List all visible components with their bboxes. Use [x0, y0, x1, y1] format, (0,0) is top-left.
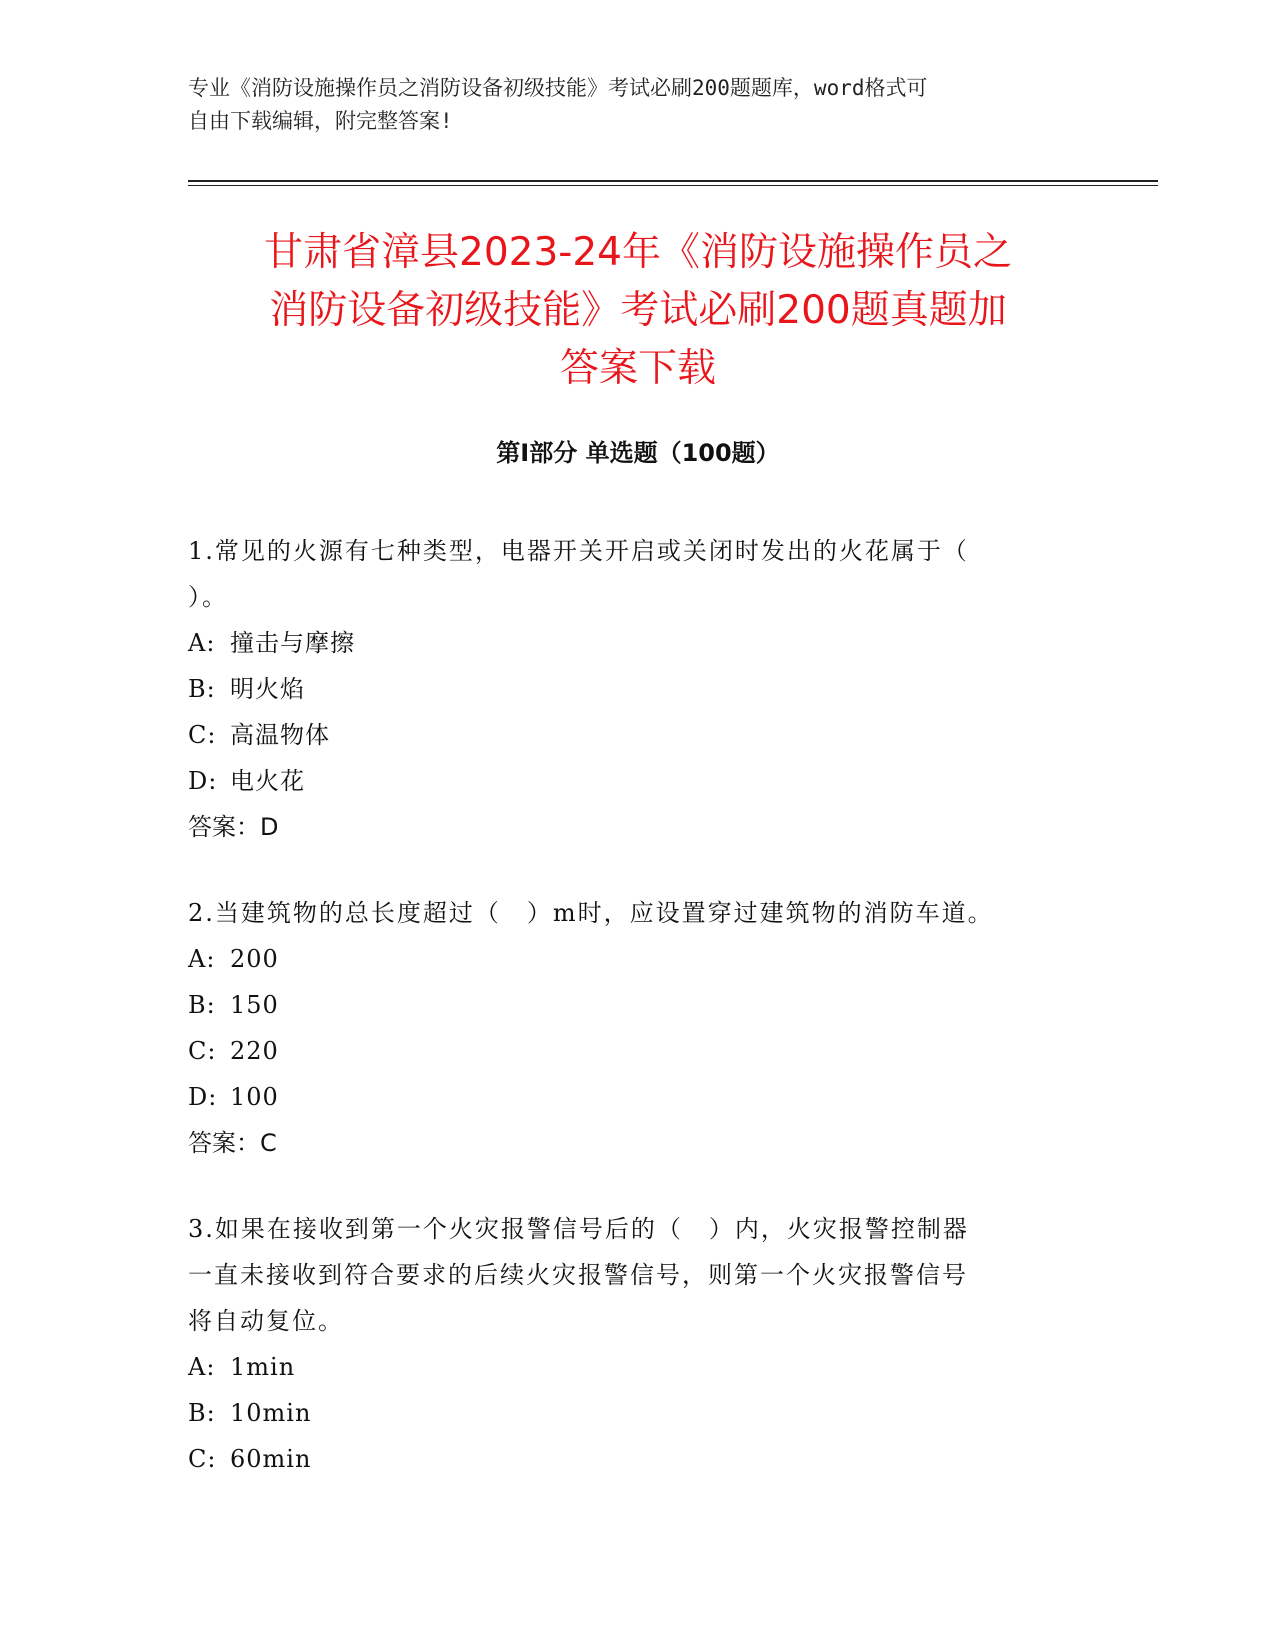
- option-text: 撞击与摩擦: [230, 629, 355, 657]
- document-title: [188, 224, 1088, 398]
- question-stem-line: 1.常见的火源有七种类型，电器开关开启或关闭时发出的火花属于（: [188, 537, 969, 565]
- question-stem-line: ）。: [188, 583, 228, 611]
- option-text: 电火花: [230, 767, 305, 795]
- document-title-line-2: 消防设备初级技能》考试必刷200题真题加: [269, 288, 1007, 333]
- option-letter: A:: [188, 629, 216, 657]
- question-3: [188, 1206, 1088, 1482]
- question-2: [188, 890, 1088, 1166]
- question-2-option-c: [188, 1028, 1088, 1074]
- option-text: 150: [230, 991, 279, 1019]
- question-2-option-a: [188, 936, 1088, 982]
- header-note: [188, 72, 1088, 138]
- option-text: 1min: [230, 1353, 296, 1381]
- option-letter: D:: [188, 767, 218, 795]
- option-letter: B:: [188, 991, 216, 1019]
- header-note-line-2: 自由下载编辑，附完整答案!: [188, 109, 453, 133]
- option-text: 200: [230, 945, 279, 973]
- question-list: [188, 528, 1088, 1522]
- question-stem-line: 2.当建筑物的总长度超过（ ）m时，应设置穿过建筑物的消防车道。: [188, 899, 994, 927]
- option-text: 高温物体: [230, 721, 330, 749]
- question-stem-line: 3.如果在接收到第一个火灾报警信号后的（ ）内，火灾报警控制器: [188, 1215, 969, 1243]
- question-3-stem: [188, 1206, 1088, 1344]
- question-stem-line: 一直未接收到符合要求的后续火灾报警信号，则第一个火灾报警信号: [188, 1261, 968, 1289]
- question-3-option-b: [188, 1390, 1088, 1436]
- option-text: 60min: [230, 1445, 312, 1473]
- option-letter: A:: [188, 1353, 216, 1381]
- question-1-answer: 答案：D: [188, 813, 279, 841]
- option-letter: C:: [188, 1037, 217, 1065]
- question-stem-line: 将自动复位。: [188, 1307, 344, 1335]
- header-rule-thick: [188, 180, 1158, 182]
- question-2-answer: 答案：C: [188, 1129, 277, 1157]
- document-title-line-3: 答案下载: [559, 346, 716, 391]
- option-letter: A:: [188, 945, 216, 973]
- question-2-stem: [188, 890, 1088, 936]
- question-1: [188, 528, 1088, 850]
- option-letter: C:: [188, 721, 217, 749]
- question-2-option-d: [188, 1074, 1088, 1120]
- option-text: 220: [230, 1037, 279, 1065]
- question-1-option-a: [188, 620, 1088, 666]
- question-1-option-c: [188, 712, 1088, 758]
- option-text: 明火焰: [230, 675, 305, 703]
- option-letter: C:: [188, 1445, 217, 1473]
- question-3-option-a: [188, 1344, 1088, 1390]
- question-1-option-d: [188, 758, 1088, 804]
- option-text: 10min: [230, 1399, 312, 1427]
- option-text: 100: [230, 1083, 279, 1111]
- section-title: 第Ⅰ部分 单选题（100题）: [496, 439, 780, 467]
- question-1-stem: [188, 528, 1088, 620]
- question-1-option-b: [188, 666, 1088, 712]
- question-2-option-b: [188, 982, 1088, 1028]
- question-3-option-c: [188, 1436, 1088, 1482]
- header-note-line-1: 专业《消防设施操作员之消防设备初级技能》考试必刷200题题库，word格式可: [188, 76, 928, 100]
- document-title-line-1: 甘肃省漳县2023-24年《消防设施操作员之: [264, 230, 1012, 275]
- option-letter: B:: [188, 675, 216, 703]
- header-rule-thin: [188, 185, 1158, 186]
- option-letter: D:: [188, 1083, 218, 1111]
- option-letter: B:: [188, 1399, 216, 1427]
